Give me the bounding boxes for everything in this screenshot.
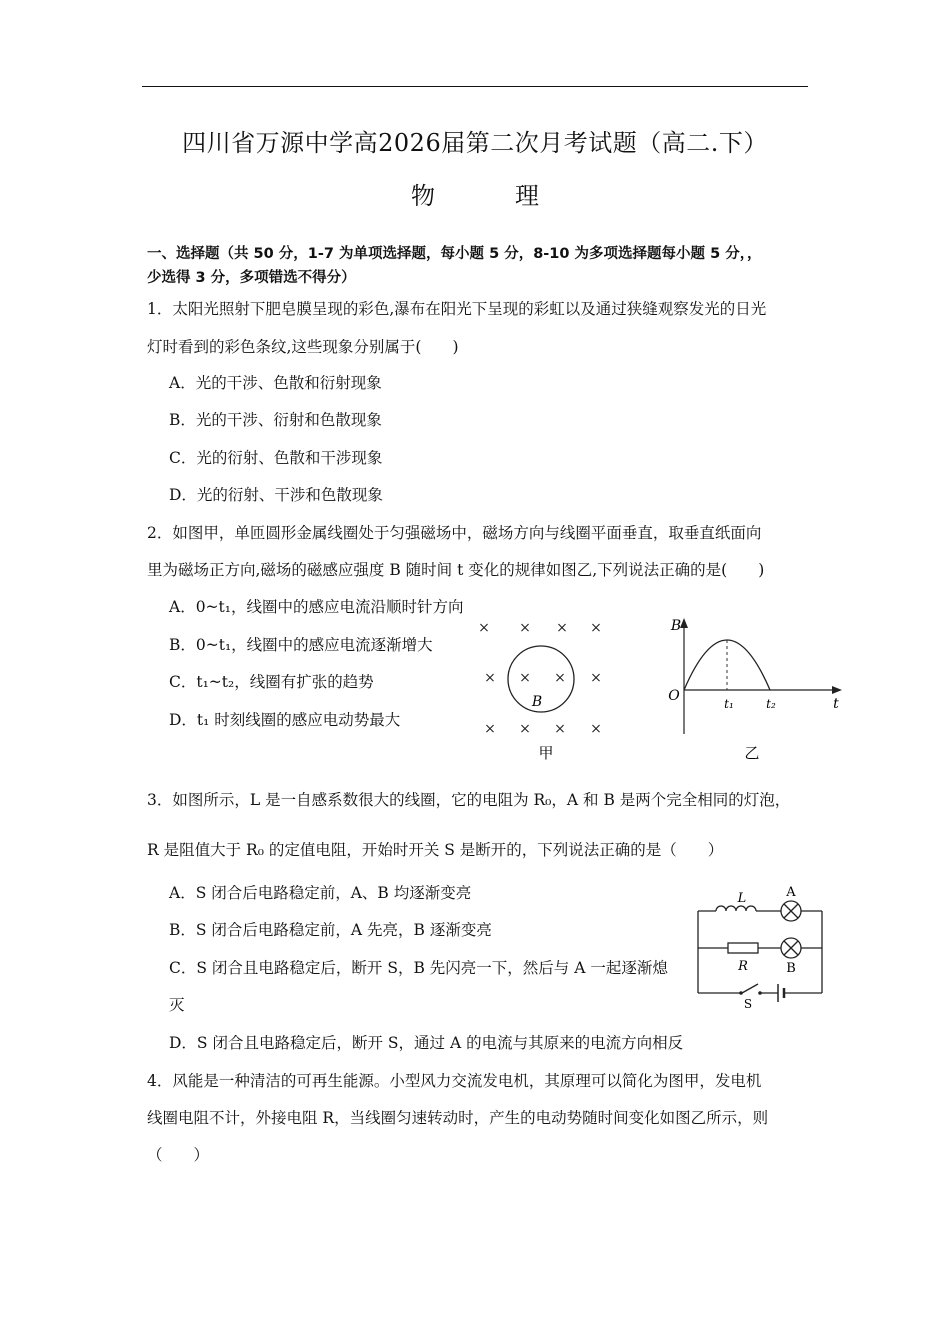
figure-yi-caption: 乙 — [744, 744, 760, 762]
y-axis-arrow — [680, 618, 688, 628]
field-cross: × — [484, 670, 496, 686]
field-cross: × — [590, 670, 602, 686]
q1-option-b: B．光的干涉、衍射和色散现象 — [169, 411, 382, 429]
resistor-label: R — [738, 959, 748, 974]
field-cross: × — [484, 721, 496, 737]
figure-jia-caption: 甲 — [538, 744, 554, 762]
q2-option-a: A．0~t₁，线圈中的感应电流沿顺时针方向 — [169, 598, 464, 616]
x-axis-arrow — [832, 686, 842, 694]
q3-stem-line1: 3．如图所示，L 是一自感系数很大的线圈，它的电阻为 R₀，A 和 B 是两个完全相同的灯泡， — [147, 791, 791, 809]
origin-label: O — [668, 688, 680, 704]
q3-option-c-cont: 灭 — [169, 996, 185, 1014]
field-cross: × — [556, 620, 568, 636]
q2-option-d: D．t₁ 时刻线圈的感应电动势最大 — [169, 711, 401, 729]
figure-yi — [660, 612, 850, 772]
q1-stem-line2: 灯时看到的彩色条纹,这些现象分别属于( ) — [147, 338, 459, 356]
q3-option-d: D．S 闭合且电路稳定后，断开 S，通过 A 的电流与其原来的电流方向相反 — [169, 1034, 684, 1052]
q2-option-b: B．0~t₁，线圈中的感应电流逐渐增大 — [169, 636, 433, 654]
field-cross: × — [519, 620, 531, 636]
lamp-b-label: B — [786, 961, 796, 976]
subject-title: 物 理 — [411, 182, 567, 210]
y-axis-label: B — [670, 618, 682, 634]
q1-stem-line1: 1．太阳光照射下肥皂膜呈现的彩色,瀑布在阳光下呈现的彩虹以及通过狭缝观察发光的日光 — [147, 300, 767, 318]
q1-option-c: C．光的衍射、色散和干涉现象 — [169, 449, 383, 467]
q2-option-c: C．t₁~t₂，线圈有扩张的趋势 — [169, 673, 374, 691]
field-cross: × — [478, 620, 490, 636]
q4-stem-line1: 4．风能是一种清洁的可再生能源。小型风力交流发电机，其原理可以简化为图甲，发电机 — [147, 1072, 762, 1090]
circuit-diagram — [690, 880, 830, 1010]
field-cross: × — [519, 721, 531, 737]
q2-stem-line2: 里为磁场正方向,磁场的磁感应强度 B 随时间 t 变化的规律如图乙,下列说法正确的是( ) — [147, 561, 765, 579]
inductor-coil — [716, 906, 756, 911]
section-heading-line2: 少选得 3 分，多项错选不得分） — [147, 270, 356, 286]
field-cross: × — [519, 670, 531, 686]
field-cross: × — [554, 721, 566, 737]
field-cross: × — [590, 620, 602, 636]
resistor — [728, 943, 758, 953]
q3-option-b: B．S 闭合后电路稳定前，A 先亮，B 逐渐变亮 — [169, 921, 492, 939]
t1-label: t₁ — [724, 697, 734, 711]
field-cross: × — [554, 670, 566, 686]
q1-option-a: A．光的干涉、色散和衍射现象 — [169, 374, 382, 392]
switch-label: S — [743, 997, 753, 1010]
switch-blade — [742, 984, 758, 993]
header-rule — [142, 86, 808, 87]
inductor-label: L — [737, 891, 747, 906]
field-cross: × — [590, 721, 602, 737]
q3-option-a: A．S 闭合后电路稳定前，A、B 均逐渐变亮 — [169, 884, 472, 902]
q4-stem-line3: （ ） — [147, 1146, 210, 1164]
q4-stem-line2: 线圈电阻不计，外接电阻 R，当线圈匀速转动时，产生的电动势随时间变化如图乙所示，则 — [147, 1109, 769, 1127]
field-label-b: B — [531, 694, 543, 710]
x-axis-label: t — [833, 696, 839, 712]
q2-stem-line1: 2．如图甲，单匝圆形金属线圈处于匀强磁场中，磁场方向与线圈平面垂直，取垂直纸面向 — [147, 524, 762, 542]
section-heading-line1: 一、选择题（共 50 分，1-7 为单项选择题，每小题 5 分，8-10 为多项选择题每小题 5 分，， — [147, 246, 762, 262]
switch-contact — [758, 991, 762, 995]
figure-jia — [470, 610, 620, 770]
q1-option-d: D．光的衍射、干涉和色散现象 — [169, 486, 383, 504]
switch-contact — [739, 991, 743, 995]
lamp-a-label: A — [786, 885, 796, 900]
q3-stem-line2: R 是阻值大于 R₀ 的定值电阻，开始时开关 S 是断开的，下列说法正确的是（ ） — [147, 841, 724, 859]
t2-label: t₂ — [766, 697, 776, 711]
page-title: 四川省万源中学高2026届第二次月考试题（高二.下） — [182, 129, 768, 157]
q3-option-c: C．S 闭合且电路稳定后，断开 S，B 先闪亮一下，然后与 A 一起逐渐熄 — [169, 959, 668, 977]
